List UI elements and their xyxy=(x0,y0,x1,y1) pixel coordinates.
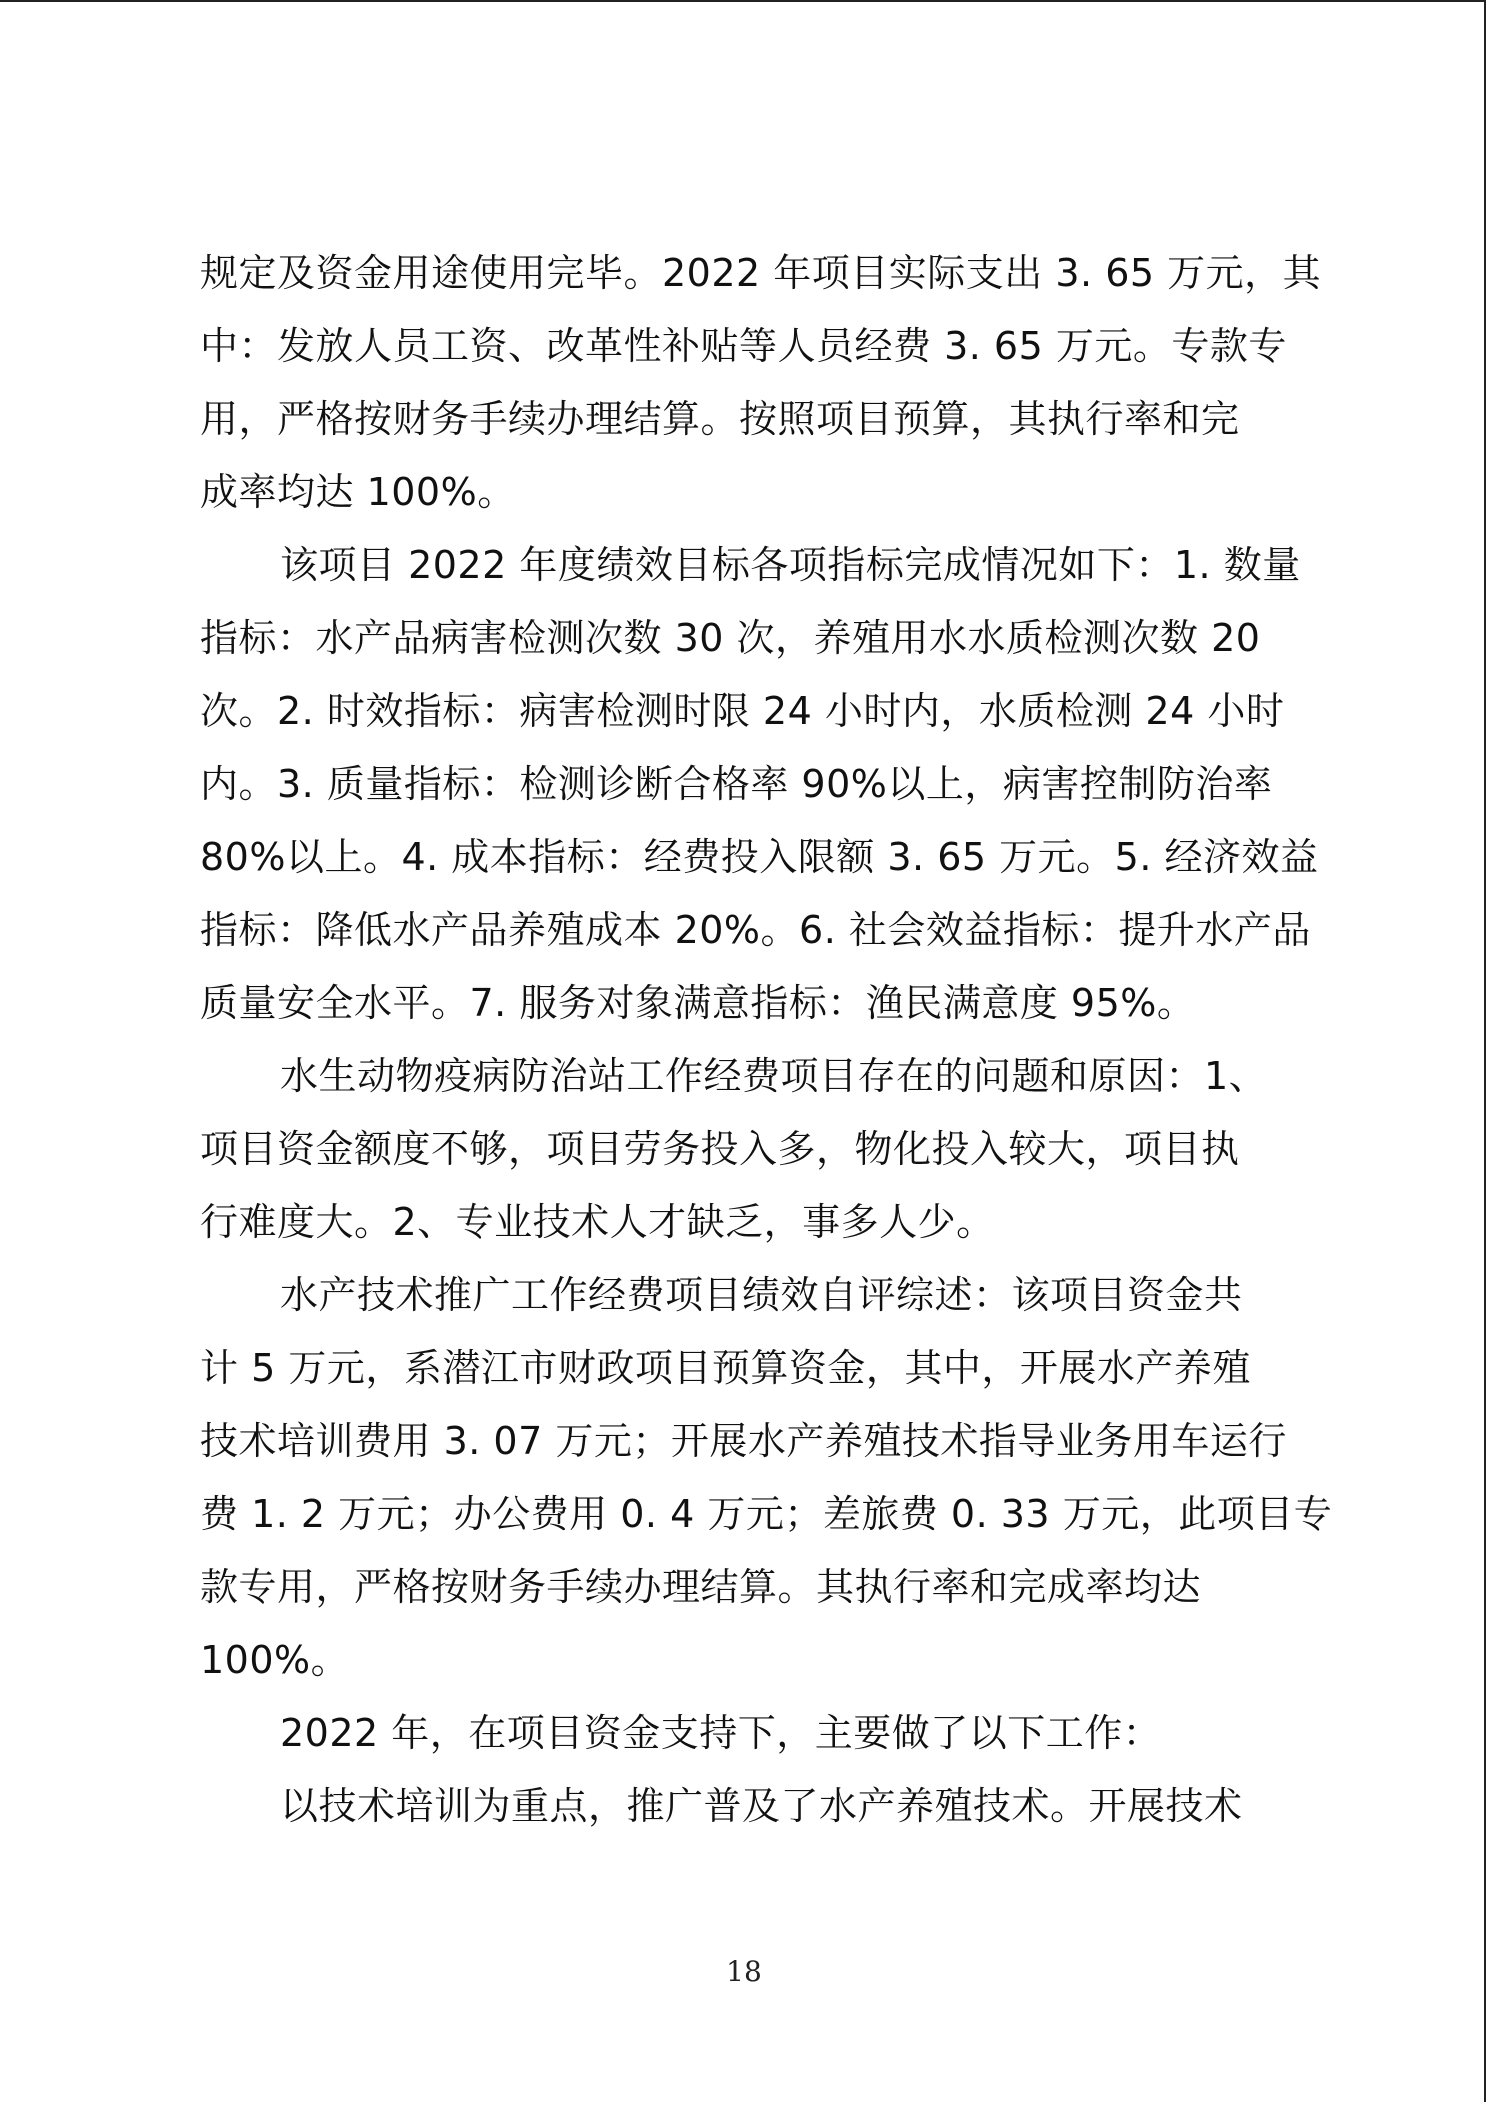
text-line: 款专用，严格按财务手续办理结算。其执行率和完成率均达 xyxy=(200,1565,1202,1609)
text-line: 次。2. 时效指标：病害检测时限 24 小时内，水质检测 24 小时 xyxy=(200,689,1285,733)
text-line: 用，严格按财务手续办理结算。按照项目预算，其执行率和完 xyxy=(200,397,1240,441)
text-line: 行难度大。2、专业技术人才缺乏，事多人少。 xyxy=(200,1200,995,1244)
text-line: 质量安全水平。7. 服务对象满意指标：渔民满意度 95%。 xyxy=(200,981,1196,1025)
text-line: 指标：降低水产品养殖成本 20%。6. 社会效益指标：提升水产品 xyxy=(200,908,1311,952)
text-line: 100%。 xyxy=(200,1638,350,1682)
text-line: 规定及资金用途使用完毕。2022 年项目实际支出 3. 65 万元，其 xyxy=(200,251,1322,295)
text-line: 中：发放人员工资、改革性补贴等人员经费 3. 65 万元。专款专 xyxy=(200,324,1287,368)
paragraph-start-line: 以技术培训为重点，推广普及了水产养殖技术。开展技术 xyxy=(280,1784,1243,1828)
text-line: 成率均达 100%。 xyxy=(200,470,516,514)
text-line: 费 1. 2 万元；办公费用 0. 4 万元；差旅费 0. 33 万元，此项目专 xyxy=(200,1492,1333,1536)
paragraph-start-line: 水产技术推广工作经费项目绩效自评综述：该项目资金共 xyxy=(280,1273,1243,1317)
paragraph-start-line: 该项目 2022 年度绩效目标各项指标完成情况如下：1. 数量 xyxy=(280,543,1301,587)
paragraph-start-line: 水生动物疫病防治站工作经费项目存在的问题和原因：1、 xyxy=(280,1054,1268,1098)
paragraph-start-line: 2022 年，在项目资金支持下，主要做了以下工作： xyxy=(280,1711,1162,1755)
text-line: 指标：水产品病害检测次数 30 次，养殖用水水质检测次数 20 xyxy=(200,616,1261,660)
text-line: 80%以上。4. 成本指标：经费投入限额 3. 65 万元。5. 经济效益 xyxy=(200,835,1319,879)
page-number: 18 xyxy=(726,1955,762,1988)
text-line: 计 5 万元，系潜江市财政项目预算资金，其中，开展水产养殖 xyxy=(200,1346,1251,1390)
text-line: 技术培训费用 3. 07 万元；开展水产养殖技术指导业务用车运行 xyxy=(200,1419,1287,1463)
text-line: 项目资金额度不够，项目劳务投入多，物化投入较大，项目执 xyxy=(200,1127,1240,1171)
text-line: 内。3. 质量指标：检测诊断合格率 90%以上，病害控制防治率 xyxy=(200,762,1273,806)
